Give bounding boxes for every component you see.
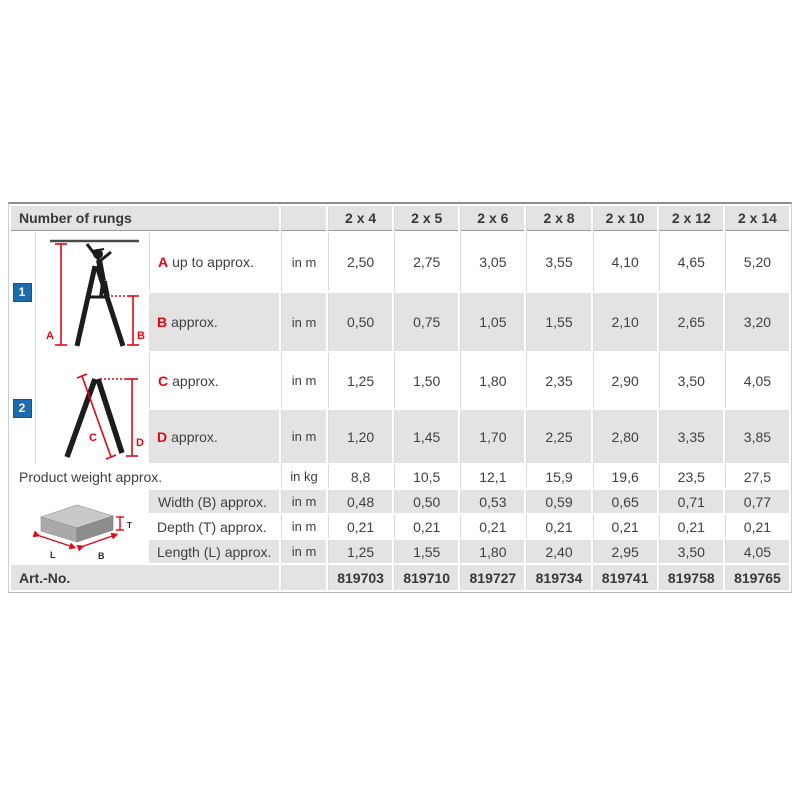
depth-label: Depth (T) approx. xyxy=(149,515,279,538)
row-a-label: up to approx. xyxy=(172,254,254,270)
length-value: 2,95 xyxy=(593,540,657,563)
row-c-label: approx. xyxy=(172,372,219,389)
row-a-value: 3,55 xyxy=(526,233,590,291)
row-a-value: 4,10 xyxy=(593,233,657,291)
row-b-value: 0,50 xyxy=(328,293,392,351)
row-b-value: 2,10 xyxy=(593,293,657,351)
weight-value: 12,1 xyxy=(460,465,524,488)
row-b-label: approx. xyxy=(171,314,218,330)
weight-value: 27,5 xyxy=(725,465,789,488)
row-c-value: 1,80 xyxy=(460,353,524,408)
row-a-value: 4,65 xyxy=(659,233,723,291)
width-value: 0,77 xyxy=(725,490,789,513)
artno-value: 819758 xyxy=(659,565,723,590)
row-d-value: 1,70 xyxy=(460,410,524,463)
weight-unit: in kg xyxy=(281,465,326,488)
row-d-label: approx. xyxy=(171,428,218,445)
row-a-value: 2,50 xyxy=(328,233,392,291)
depth-value: 0,21 xyxy=(526,515,590,538)
dim-d-label: D xyxy=(135,437,144,449)
row-d-unit: in m xyxy=(281,410,326,463)
row-d-label-cell xyxy=(149,410,279,463)
row-c-letter: C xyxy=(158,372,169,389)
row-d-letter: D xyxy=(157,428,168,445)
dim-b-label: B xyxy=(136,330,145,342)
row-b-letter: B xyxy=(157,314,168,330)
row-c-value: 2,35 xyxy=(526,353,590,408)
header-title: Number of rungs xyxy=(11,206,279,231)
width-label: Width (B) approx. xyxy=(149,490,279,513)
artno-value: 819710 xyxy=(394,565,458,590)
row-d-value: 3,35 xyxy=(659,410,723,463)
row-height-a xyxy=(11,233,789,291)
artno-value: 819727 xyxy=(460,565,524,590)
ladder-aframe-diagram-icon xyxy=(37,353,147,463)
depth-value: 0,21 xyxy=(394,515,458,538)
row-b-label-cell xyxy=(149,293,279,351)
row-d-value: 1,45 xyxy=(394,410,458,463)
artno-unit-cell xyxy=(281,565,326,590)
length-value: 1,25 xyxy=(328,540,392,563)
artno-label: Art.-No. xyxy=(11,565,279,590)
artno-value: 819741 xyxy=(593,565,657,590)
artno-value: 819703 xyxy=(328,565,392,590)
artno-value: 819765 xyxy=(725,565,789,590)
depth-value: 0,21 xyxy=(725,515,789,538)
packaging-box-diagram-cell xyxy=(11,490,147,563)
length-unit: in m xyxy=(281,540,326,563)
row-c-value: 1,50 xyxy=(394,353,458,408)
width-value: 0,65 xyxy=(593,490,657,513)
ladder-usage-diagram-icon xyxy=(37,234,147,350)
length-value: 3,50 xyxy=(659,540,723,563)
row-b-unit: in m xyxy=(281,293,326,351)
width-value: 0,48 xyxy=(328,490,392,513)
depth-value: 0,21 xyxy=(460,515,524,538)
length-value: 1,80 xyxy=(460,540,524,563)
row-c-unit: in m xyxy=(281,353,326,408)
col-header-2x5: 2 x 5 xyxy=(394,206,458,231)
row-d-value: 3,85 xyxy=(725,410,789,463)
section1-badge: 1 xyxy=(13,283,32,302)
box-height-label: T xyxy=(127,521,132,530)
col-header-2x14: 2 x 14 xyxy=(725,206,789,231)
weight-value: 15,9 xyxy=(526,465,590,488)
row-length-c xyxy=(11,353,789,408)
row-a-value: 5,20 xyxy=(725,233,789,291)
depth-value: 0,21 xyxy=(328,515,392,538)
row-b-value: 2,65 xyxy=(659,293,723,351)
row-d-value: 2,25 xyxy=(526,410,590,463)
dim-c-label: C xyxy=(88,432,97,444)
row-b-value: 1,55 xyxy=(526,293,590,351)
row-a-unit: in m xyxy=(281,233,326,291)
row-product-weight xyxy=(11,465,789,488)
length-value: 2,40 xyxy=(526,540,590,563)
weight-label: Product weight approx. xyxy=(11,465,279,488)
width-value: 0,71 xyxy=(659,490,723,513)
row-c-value: 3,50 xyxy=(659,353,723,408)
col-header-2x4: 2 x 4 xyxy=(328,206,392,231)
box-width-label: B xyxy=(98,551,105,561)
row-d-value: 1,20 xyxy=(328,410,392,463)
col-header-2x10: 2 x 10 xyxy=(593,206,657,231)
width-value: 0,53 xyxy=(460,490,524,513)
depth-value: 0,21 xyxy=(593,515,657,538)
weight-value: 23,5 xyxy=(659,465,723,488)
col-header-2x6: 2 x 6 xyxy=(460,206,524,231)
length-label: Length (L) approx. xyxy=(149,540,279,563)
depth-unit: in m xyxy=(281,515,326,538)
row-width xyxy=(11,490,789,513)
row-c-value: 1,25 xyxy=(328,353,392,408)
header-unit-cell xyxy=(281,206,326,231)
section2-badge-cell xyxy=(11,353,33,463)
row-b-value: 3,20 xyxy=(725,293,789,351)
row-d-value: 2,80 xyxy=(593,410,657,463)
weight-value: 10,5 xyxy=(394,465,458,488)
section1-badge-cell xyxy=(11,233,33,351)
width-unit: in m xyxy=(281,490,326,513)
row-c-label-cell xyxy=(149,353,279,408)
row-a-label-cell xyxy=(149,233,279,291)
length-value: 1,55 xyxy=(394,540,458,563)
spec-table xyxy=(8,202,792,593)
width-value: 0,59 xyxy=(526,490,590,513)
col-header-2x8: 2 x 8 xyxy=(526,206,590,231)
length-value: 4,05 xyxy=(725,540,789,563)
depth-value: 0,21 xyxy=(659,515,723,538)
row-c-value: 4,05 xyxy=(725,353,789,408)
table-header-row xyxy=(11,206,789,231)
width-value: 0,50 xyxy=(394,490,458,513)
row-a-value: 2,75 xyxy=(394,233,458,291)
ladder-usage-diagram-cell xyxy=(35,233,147,351)
row-c-value: 2,90 xyxy=(593,353,657,408)
packaging-box-diagram-icon xyxy=(12,491,146,562)
weight-value: 19,6 xyxy=(593,465,657,488)
row-b-value: 0,75 xyxy=(394,293,458,351)
col-header-2x12: 2 x 12 xyxy=(659,206,723,231)
box-length-label: L xyxy=(50,550,56,560)
row-a-letter: A xyxy=(158,254,169,270)
row-article-number xyxy=(11,565,789,590)
section2-badge: 2 xyxy=(13,399,32,418)
artno-value: 819734 xyxy=(526,565,590,590)
row-b-value: 1,05 xyxy=(460,293,524,351)
row-a-value: 3,05 xyxy=(460,233,524,291)
ladder-aframe-diagram-cell xyxy=(35,353,147,463)
weight-value: 8,8 xyxy=(328,465,392,488)
dim-a-label: A xyxy=(45,330,54,342)
